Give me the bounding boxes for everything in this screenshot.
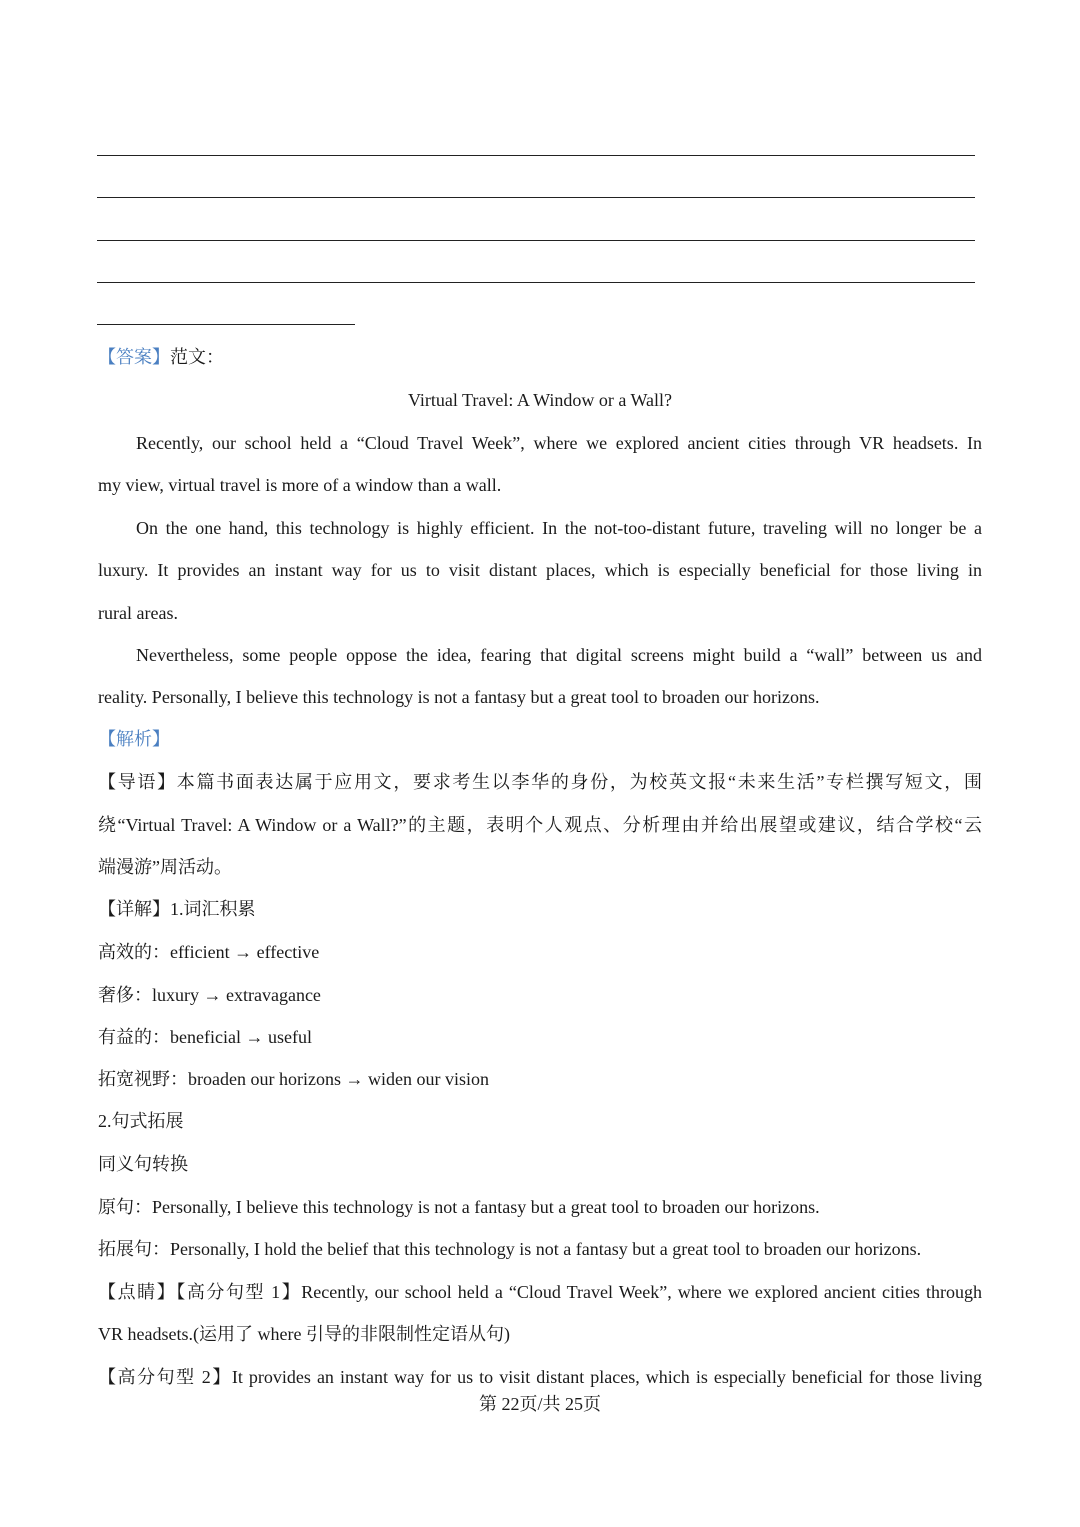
intro-line-2: 绕“Virtual Travel: A Window or a Wall?”的主题，表明个人观点、分析理由并给出展望或建议，结合学校“云 [98,815,982,835]
vocab-item: 有益的：beneficial → useful [98,1027,312,1047]
intro-line-1: 【导语】本篇书面表达属于应用文，要求考生以李华的身份，为校英文报“未来生活”专栏撰写短文，围 [98,772,982,792]
essay-paragraph-2-line-1: On the one hand, this technology is highly efficient. In the not-too-distant future, traveling will no longer be a [136,518,982,538]
highlight-1-line-2: VR headsets.(运用了 where 引导的非限制性定语从句) [98,1324,510,1344]
analysis-tag: 【解析】 [98,729,170,749]
writing-line [97,197,975,198]
expanded-sentence: 拓展句：Personally, I hold the belief that this technology is not a fantasy but a great tool to broaden our horizons. [98,1239,922,1259]
writing-line [97,155,975,156]
essay-paragraph-2-line-2: luxury. It provides an instant way for us to visit distant places, which is especially beneficial for those living in [98,560,982,580]
answer-label: 范文： [170,347,224,367]
answer-heading [98,345,982,369]
intro-line-3: 端漫游”周活动。 [98,857,232,877]
highlight-2-line-1: 【高分句型 2】It provides an instant way for us to visit distant places, which is especially beneficial for those living [98,1367,982,1387]
original-sentence: 原句：Personally, I believe this technology is not a fantasy but a great tool to broaden our horizons. [98,1197,820,1217]
writing-line-short [97,324,355,325]
essay-title: Virtual Travel: A Window or a Wall? [407,390,673,410]
essay-paragraph-1-line-2: my view, virtual travel is more of a window than a wall. [98,475,502,495]
essay-paragraph-3-line-1: Nevertheless, some people oppose the idea, fearing that digital screens might build a “wall” between us and [136,645,982,665]
vocab-item: 奢侈：luxury → extravagance [98,985,321,1005]
highlight-1-line-1: 【点睛】【高分句型 1】Recently, our school held a “Cloud Travel Week”, where we explored ancient cities through [98,1282,982,1302]
writing-line [97,240,975,241]
essay-paragraph-1-line-1: Recently, our school held a “Cloud Travel Week”, where we explored ancient cities through VR headsets. In [136,433,982,453]
page-footer: 第 22页/共 25页 [478,1394,601,1414]
essay-paragraph-2-line-3: rural areas. [98,603,178,623]
section-2-heading: 2.句式拓展 [98,1111,184,1131]
writing-line [97,282,975,283]
essay-paragraph-3-line-2: reality. Personally, I believe this technology is not a fantasy but a great tool to broaden our horizons. [98,687,820,707]
vocab-item: 高效的：efficient → effective [98,942,320,962]
synonym-heading: 同义句转换 [98,1154,188,1174]
answer-tag: 【答案】 [98,347,170,367]
vocab-item: 拓宽视野：broaden our horizons → widen our vision [98,1069,489,1089]
detail-heading: 【详解】1.词汇积累 [98,899,256,919]
